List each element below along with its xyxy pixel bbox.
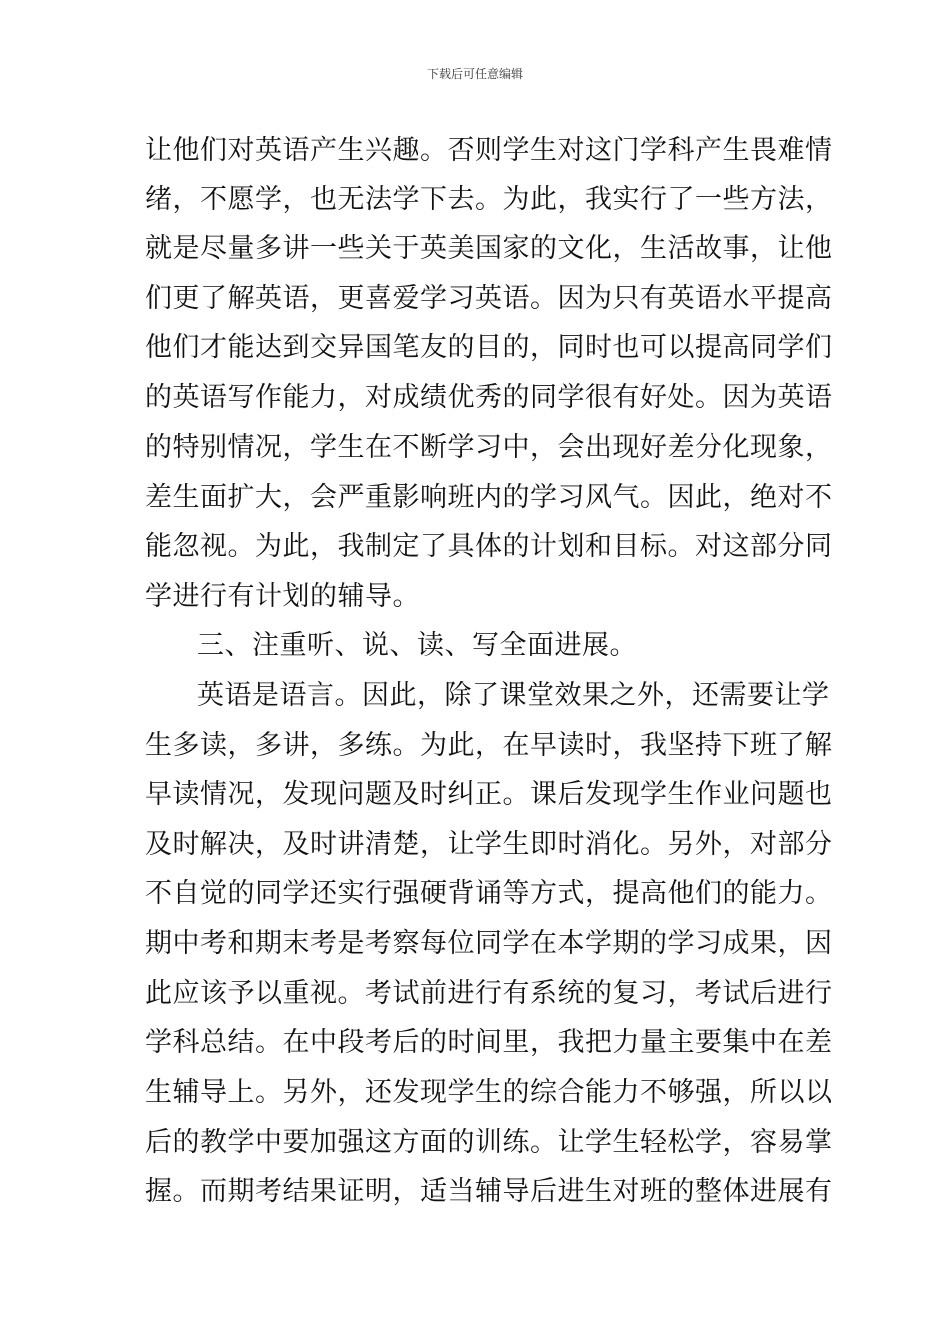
- text-line: 期中考和期末考是考察每位同学在本学期的学习成果，因: [145, 928, 833, 959]
- text-line: 此应该予以重视。考试前进行有系统的复习，考试后进行: [145, 978, 833, 1009]
- text-line: 及时解决，及时讲清楚，让学生即时消化。另外，对部分: [145, 829, 833, 860]
- text-line: 差生面扩大，会严重影响班内的学习风气。因此，绝对不: [145, 482, 833, 513]
- text-line: 生辅导上。另外，还发现学生的综合能力不够强，所以以: [145, 1077, 833, 1108]
- text-line: 们更了解英语，更喜爱学习英语。因为只有英语水平提高: [145, 283, 833, 314]
- text-line: 他们才能达到交异国笔友的目的，同时也可以提高同学们: [145, 332, 833, 363]
- text-line: 握。而期考结果证明，适当辅导后进生对班的整体进展有: [145, 1176, 833, 1207]
- text-line: 后的教学中要加强这方面的训练。让学生轻松学，容易掌: [145, 1127, 833, 1158]
- text-line: 能忽视。为此，我制定了具体的计划和目标。对这部分同: [145, 531, 833, 562]
- page-header: 下载后可任意编辑: [426, 67, 523, 81]
- text-line: 绪，不愿学，也无法学下去。为此，我实行了一些方法，: [145, 184, 833, 215]
- text-line: 的英语写作能力，对成绩优秀的同学很有好处。因为英语: [145, 382, 833, 413]
- text-line: 早读情况，发现问题及时纠正。课后发现学生作业问题也: [145, 779, 833, 810]
- heading-line: 三、注重听、说、读、写全面进展。: [197, 630, 637, 661]
- text-line: 不自觉的同学还实行强硬背诵等方式，提高他们的能力。: [145, 878, 833, 909]
- text-line: 的特别情况，学生在不断学习中，会出现好差分化现象，: [145, 432, 833, 463]
- text-line: 生多读，多讲，多练。为此，在早读时，我坚持下班了解: [145, 730, 833, 761]
- text-line: 就是尽量多讲一些关于英美国家的文化，生活故事，让他: [145, 233, 833, 264]
- text-line: 英语是语言。因此，除了课堂效果之外，还需要让学: [197, 680, 830, 711]
- text-line: 学进行有计划的辅导。: [145, 581, 420, 612]
- text-line: 让他们对英语产生兴趣。否则学生对这门学科产生畏难情: [145, 135, 833, 166]
- text-line: 学科总结。在中段考后的时间里，我把力量主要集中在差: [145, 1027, 833, 1058]
